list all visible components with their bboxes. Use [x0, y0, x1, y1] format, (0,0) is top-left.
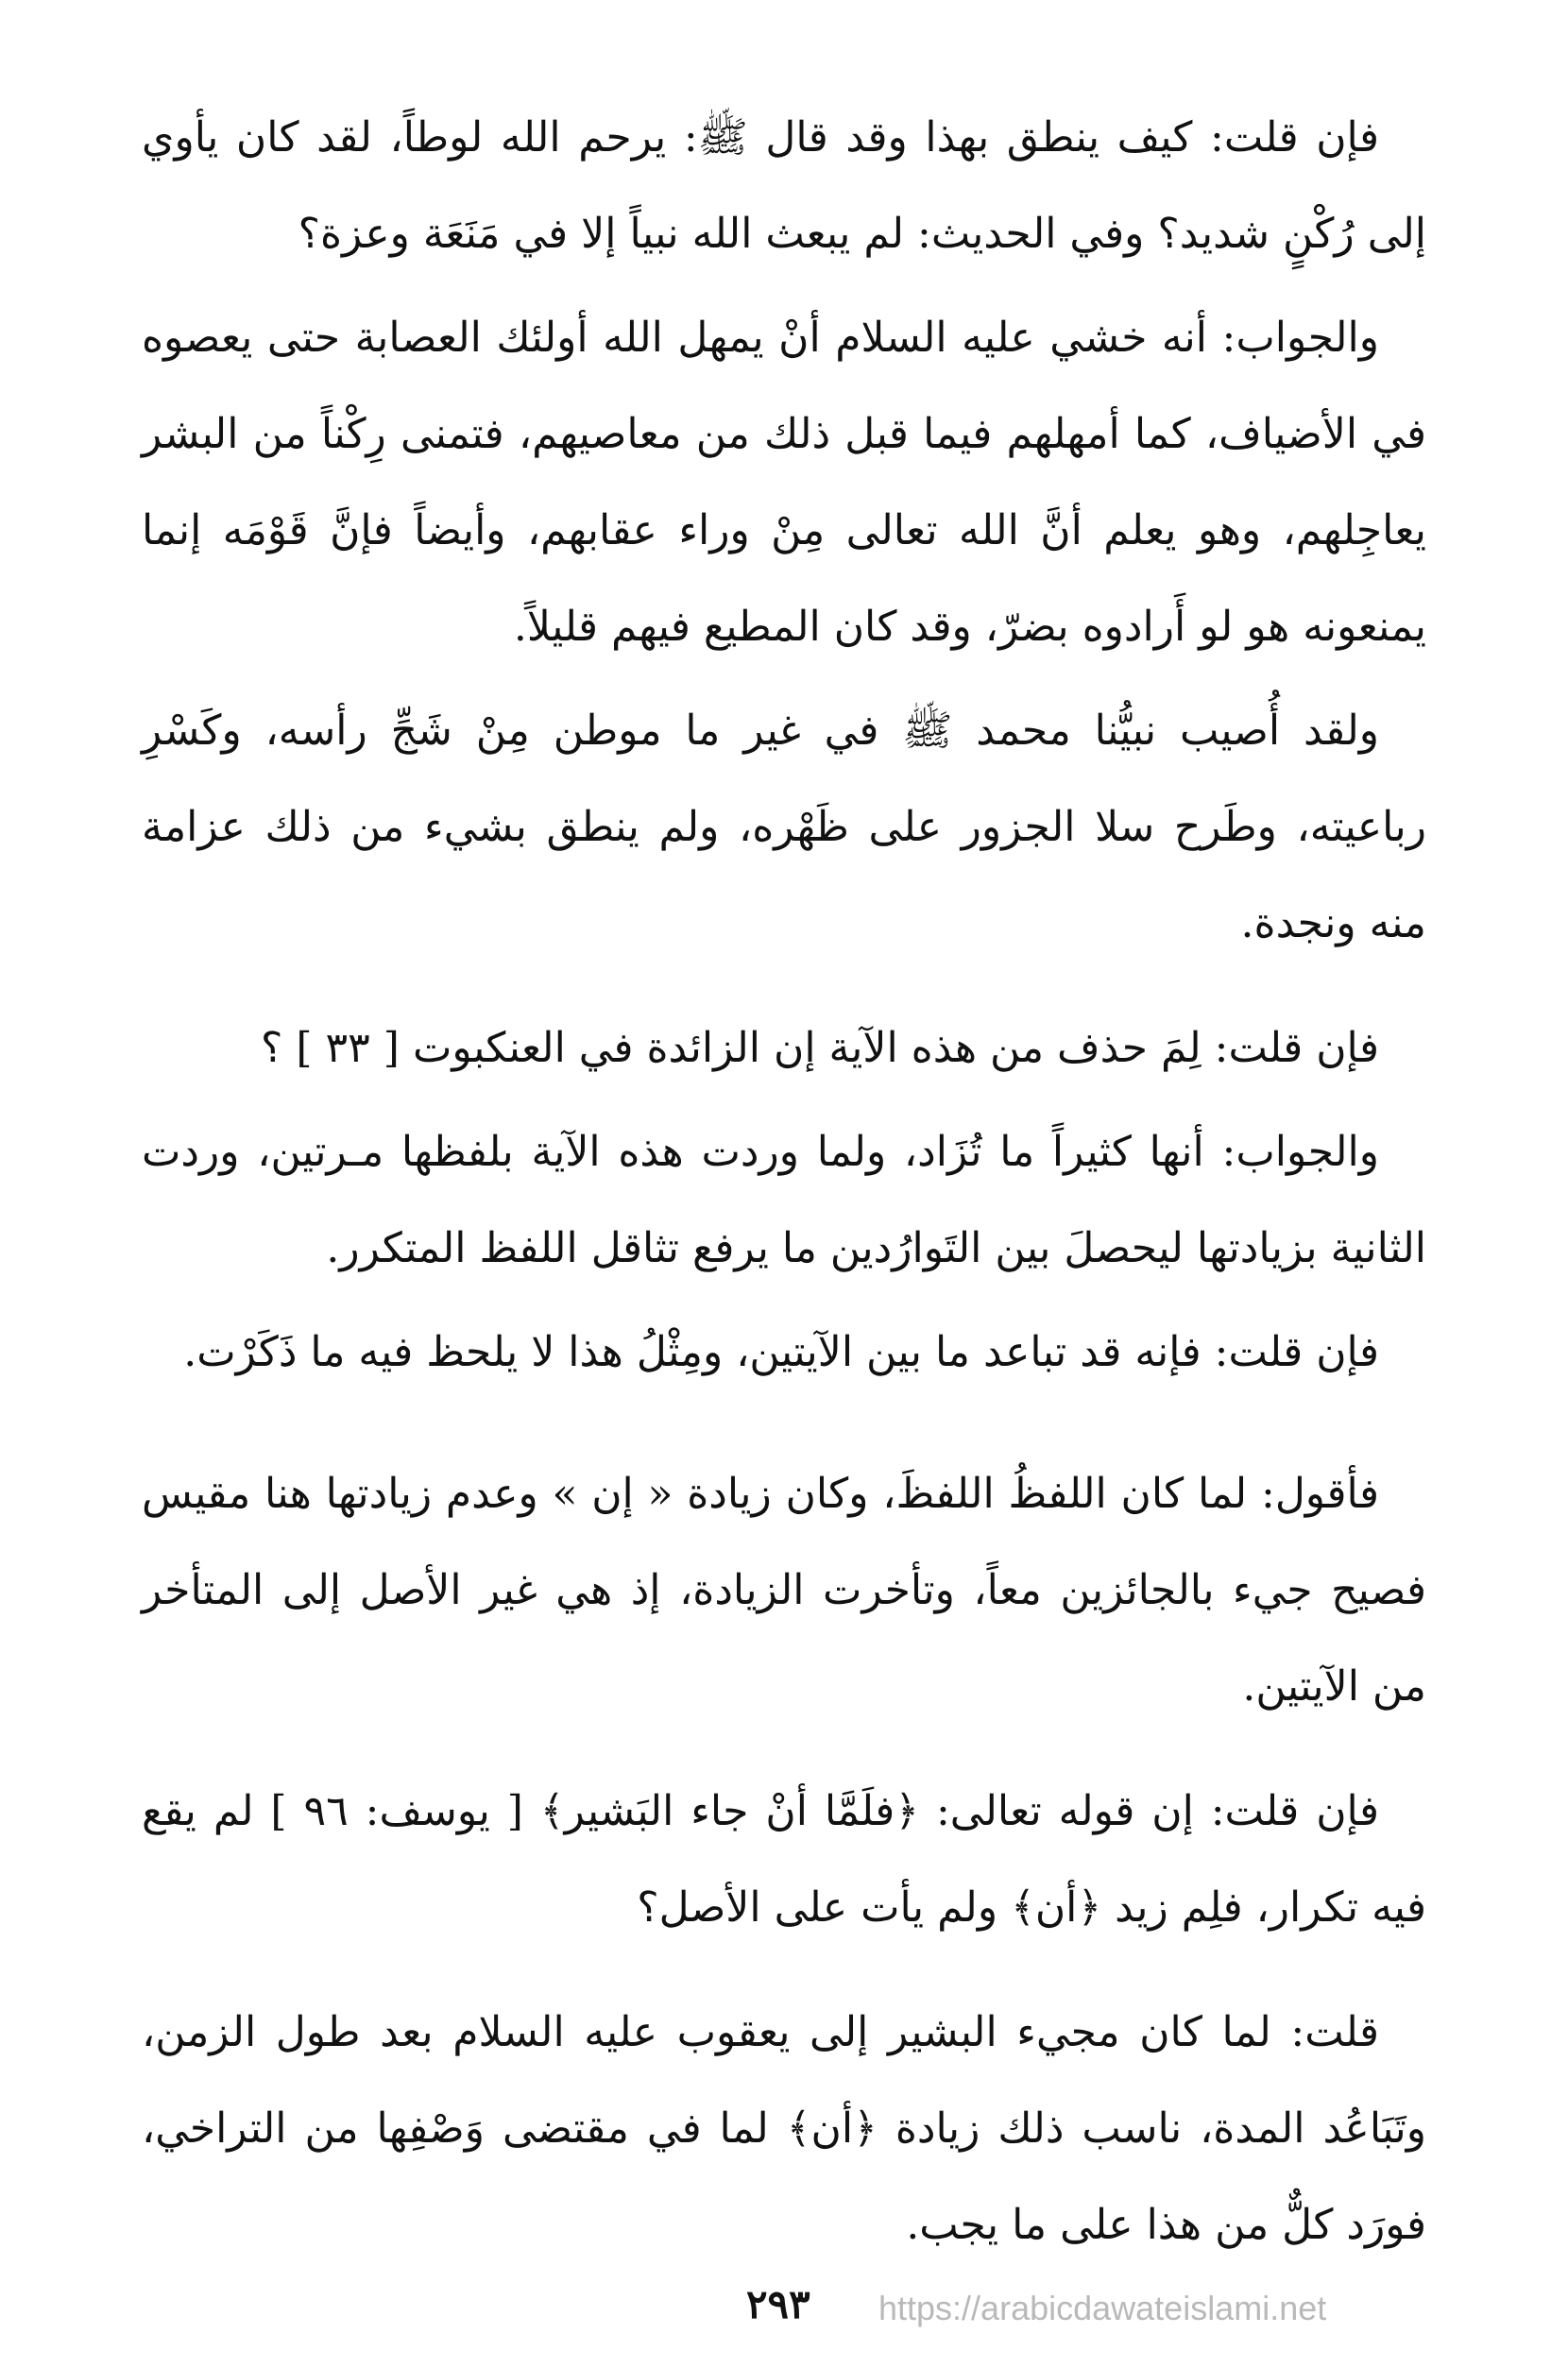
paragraph-prophet-hardships: ولقد أُصيب نبيُّنا محمد ﷺ في غير ما موطن مِنْ شَجِّ رأسه، وكَسْرِ رباعيته، وطَرح سلا الجزور على ظَهْره، ولم ينطق بشيء من ذلك عزامة منه ونجدة.	[142, 707, 1426, 947]
paragraph-question-distance: فإن قلت: فإنه قد تباعد ما بين الآيتين، ومِثْلُ هذا لا يلحظ فيه ما ذَكَرْت.	[183, 1328, 1379, 1376]
page-footer	[0, 2281, 1568, 2338]
paragraph-question-ankabut: فإن قلت: لِمَ حذف من هذه الآية إن الزائدة في العنكبوت [ ٣٣ ] ؟	[261, 1024, 1379, 1072]
paragraph-question-yusuf: فإن قلت: إن قوله تعالى: ﴿فلَمَّا أنْ جاء البَشير﴾ [ يوسف: ٩٦ ] لم يقع فيه تكرار، فلِم زيد ﴿أن﴾ ولم يأت على الأصل؟	[142, 1787, 1426, 1932]
paragraph-answer-lot: والجواب: أنه خشي عليه السلام أنْ يمهل الله أولئك العصابة حتى يعصوه في الأضياف، كما أمهلهم فيما قبل ذلك من معاصيهم، فتمنى رِكْناً من البشر يعاجِلهم، وهو يعلم أنَّ الله تعالى مِنْ وراء عقابهم، وأيضاً فإنَّ قَوْمَه إنما يمنعونه هو لو أَرادوه بضرّ، وقد كان المطيع فيهم قليلاً.	[142, 314, 1426, 651]
page-body	[142, 90, 1426, 2262]
paragraph-question-lot: فإن قلت: كيف ينطق بهذا وقد قال ﷺ: يرحم الله لوطاً، لقد كان يأوي إلى رُكْنٍ شديد؟ وفي الحديث: لم يبعث الله نبياً إلا في مَنَعَة وعزة؟	[142, 113, 1426, 258]
watermark-url: https://arabicdawateislami.net	[878, 2289, 1327, 2327]
page-number: ٢٩٣	[746, 2281, 810, 2327]
paragraph-answer-ankabut: والجواب: أنها كثيراً ما تُزَاد، ولما وردت هذه الآية بلفظها مـرتين، وردت الثانية بزيادتها ليحصلَ بين التَوارُدين ما يرفع تثاقل اللفظ المتكرر.	[142, 1128, 1426, 1272]
paragraph-answer-distance: فأقول: لما كان اللفظُ اللفظَ، وكان زيادة « إن » وعدم زيادتها هنا مقيس فصيح جيء بالجائزين معاً، وتأخرت الزيادة، إذ هي غير الأصل إلى المتأخر من الآيتين.	[142, 1470, 1426, 1711]
paragraph-answer-yusuf: قلت: لما كان مجيء البشير إلى يعقوب عليه السلام بعد طول الزمن، وتَبَاعُد المدة، ناسب ذلك زيادة ﴿أن﴾ لما في مقتضى وَصْفِها من التراخي، فورَد كلٌّ من هذا على ما يجب.	[142, 2008, 1426, 2249]
